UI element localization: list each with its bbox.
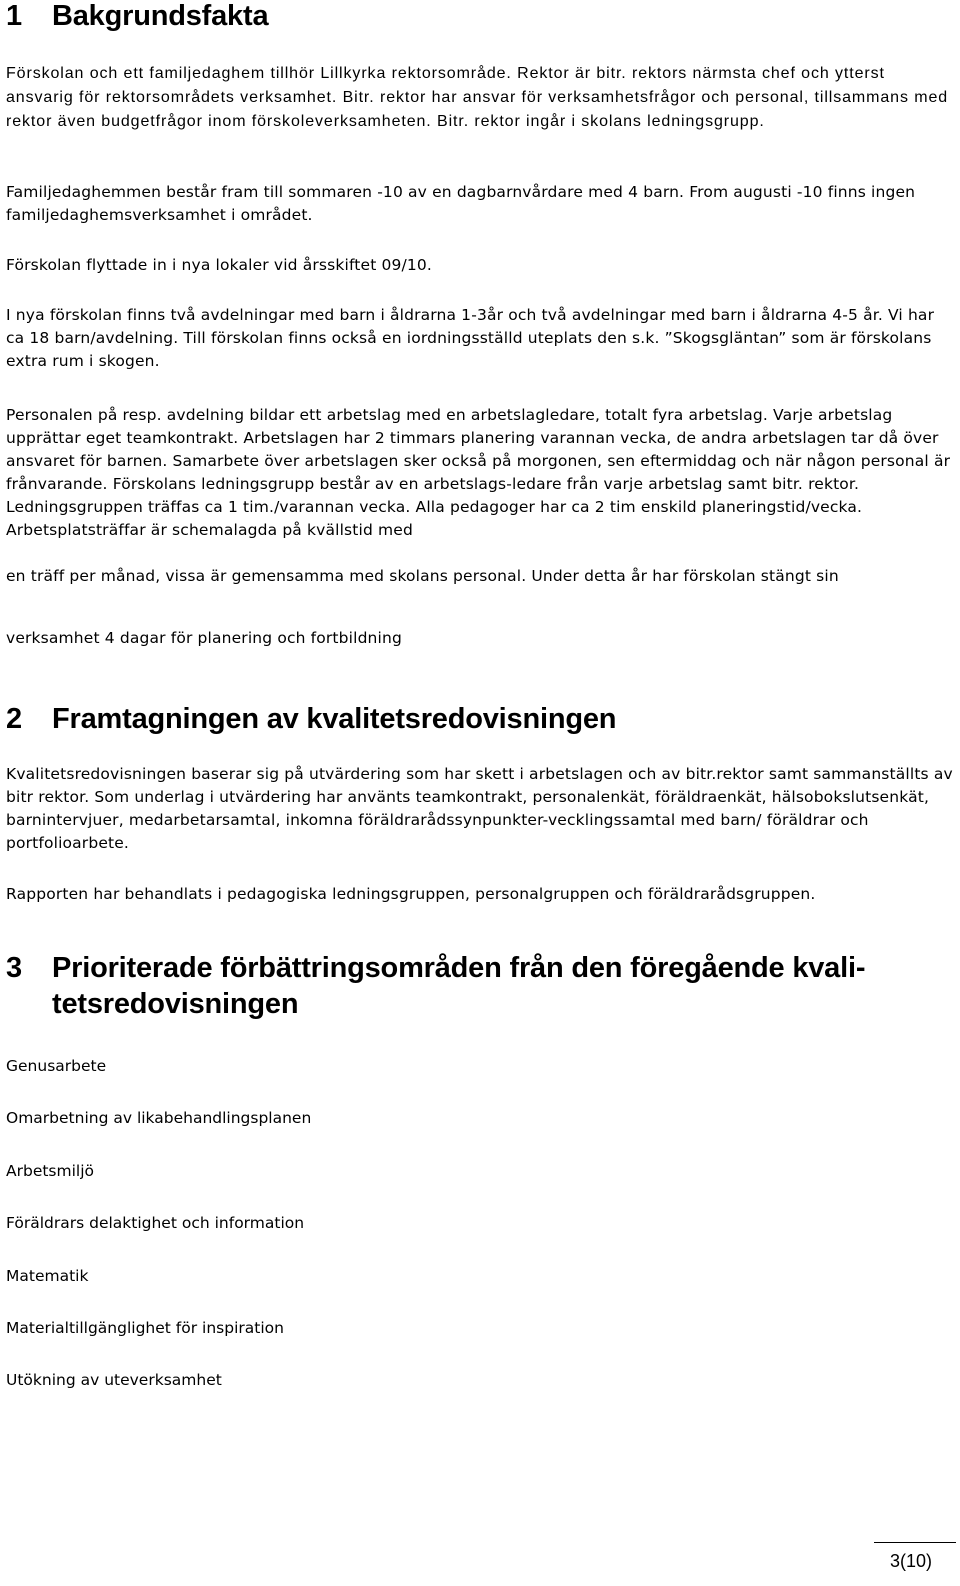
paragraph-rapporten: Rapporten har behandlats i pedagogiska ledningsgruppen, personalgruppen och föräldrarådsgruppen.	[6, 885, 816, 903]
section-title: Framtagningen av kvalitetsredovisningen	[52, 703, 617, 735]
section-heading-framtagningen	[6, 701, 616, 737]
list-item: Utökning av uteverksamhet	[6, 1371, 222, 1389]
list-item: Genusarbete	[6, 1057, 107, 1075]
section-title: Bakgrundsfakta	[52, 0, 269, 32]
footer-divider	[874, 1542, 956, 1543]
paragraph-planering: verksamhet 4 dagar för planering och fortbildning	[6, 629, 402, 647]
section-number: 3	[6, 952, 22, 984]
list-item: Matematik	[6, 1267, 89, 1285]
section-number: 1	[6, 0, 22, 32]
paragraph-avdelningar: I nya förskolan finns två avdelningar med barn i åldrarna 1-3år och två avdelningar med barn i åldrarna 4-5 år. Vi har ca 18 barn/avdelning. Till förskolan finns också en iordningsställd uteplats den s.k. ”Skogsgläntan” som är förskolans extra rum i skogen.	[6, 306, 935, 370]
list-item: Föräldrars delaktighet och information	[6, 1214, 305, 1232]
page-number: 3(10)	[890, 1551, 933, 1571]
paragraph-traff: en träff per månad, vissa är gemensamma med skolans personal. Under detta år har förskolan stängt sin	[6, 567, 839, 585]
list-item: Omarbetning av likabehandlingsplanen	[6, 1109, 312, 1127]
paragraph-personal: Personalen på resp. avdelning bildar ett arbetslag med en arbetslagledare, totalt fyra arbetslag. Varje arbetslag upprättar eget teamkontrakt. Arbetslagen har 2 timmars planering varannan vecka, de andra arbetslagen tar då över ansvaret för barnen. Samarbete över arbetslagen sker också på morgonen, sen eftermiddag och när någon personal är frånvarande. Förskolans ledningsgrupp består av en arbetslags-ledare från varje arbetslag samt bitr. rektor. Ledningsgruppen träffas ca 1 tim./varannan vecka. Alla pedagoger har ca 2 tim enskild planeringstid/vecka. Arbetsplatsträffar är schemalagda på kvällstid med	[6, 406, 951, 539]
list-item: Materialtillgänglighet för inspiration	[6, 1319, 284, 1337]
paragraph-organisation: Förskolan och ett familjedaghem tillhör Lillkyrka rektorsområde. Rektor är bitr. rektors närmsta chef och ytterst ansvarig för rektorsområdets verksamhet. Bitr. rektor har ansvar för verksamhetsfrågor och personal, tillsammans med rektor även budgetfrågor inom förskoleverksamheten. Bitr. rektor ingår i skolans ledningsgrupp.	[6, 65, 949, 130]
section-title: Prioriterade förbättringsområden från den föregående kvali-tetsredovisningen	[52, 952, 866, 1020]
paragraph-flytt: Förskolan flyttade in i nya lokaler vid årsskiftet 09/10.	[6, 256, 432, 274]
list-item: Arbetsmiljö	[6, 1162, 95, 1180]
section-heading-prioriterade	[6, 950, 956, 1022]
section-heading-bakgrundsfakta	[6, 0, 268, 34]
paragraph-familjedaghem: Familjedaghemmen består fram till sommaren -10 av en dagbarnvårdare med 4 barn. From augusti -10 finns ingen familjedaghemsverksamhet i området.	[6, 183, 916, 224]
paragraph-underlag: Kvalitetsredovisningen baserar sig på utvärdering som har skett i arbetslagen och av bitr.rektor samt sammanställts av bitr rektor. Som underlag i utvärdering har använts teamkontrakt, personalenkät, föräldraenkät, hälsobokslutsenkät, barnintervjuer, medarbetarsamtal, inkomna föräldrarådssynpunkter-vecklingssamtal med barn/ föräldrar och portfolioarbete.	[6, 765, 953, 852]
section-number: 2	[6, 703, 22, 735]
